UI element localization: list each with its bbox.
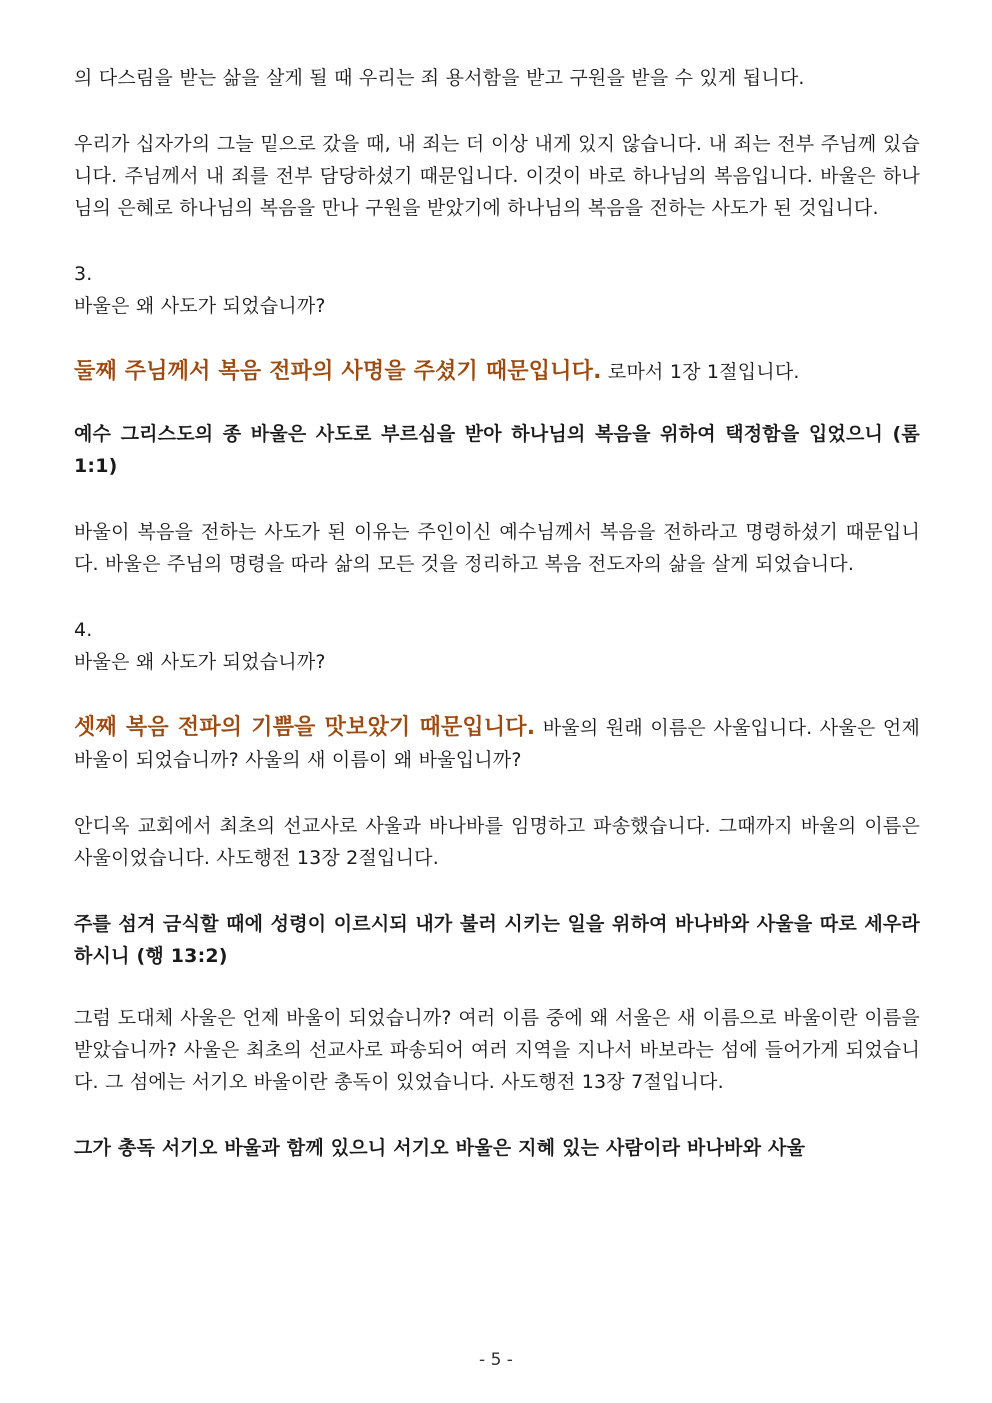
spacer: [74, 1098, 920, 1132]
scripture-acts-13-7: 그가 총독 서기오 바울과 함께 있으니 서기오 바울은 지혜 있는 사람이라 바나바와 사울: [74, 1137, 806, 1159]
paragraph-intro-continuation: 의 다스림을 받는 삶을 살게 될 때 우리는 죄 용서함을 받고 구원을 받을 수 있게 됩니다.: [74, 67, 805, 89]
scripture-acts-13-2: 주를 섬겨 금식할 때에 성령이 이르시되 내가 불러 시키는 일을 위하여 바나바와 사울을 따로 세우라 하시니 (행 13:2): [74, 913, 920, 967]
section-question-4: 바울은 왜 사도가 되었습니까?: [74, 651, 326, 673]
spacer: [74, 678, 920, 712]
section-question-3: 바울은 왜 사도가 되었습니까?: [74, 295, 326, 317]
paragraph-gospel: 우리가 십자가의 그늘 밑으로 갔을 때, 내 죄는 더 이상 내게 있지 않습니다. 내 죄는 전부 주님께 있습니다. 주님께서 내 죄를 전부 담당하셨기 때문입니다. 이것이 바로 하나님의 복음입니다. 바울은 하나님의 은혜로 하나님의 복음을 만나 구원을 받았기에 하나님의 복음을 전하는 사도가 된 것입니다.: [74, 133, 920, 219]
document-body: [74, 62, 920, 1164]
heading-rest-saul-name: 바울의 원래 이름은 사울입니다. 사울은 언제 바울이 되었습니까? 사울의 새 이름이 왜 바울입니까?: [74, 717, 920, 771]
heading-accent-third: 셋째 복음 전파의 기쁨을 맛보았기 때문입니다.: [74, 715, 536, 740]
section-number-3: 3.: [74, 263, 93, 285]
section-number-4: 4.: [74, 619, 93, 641]
spacer: [74, 322, 920, 356]
section-heading-4: [74, 712, 920, 776]
spacer: [74, 388, 920, 418]
paragraph-command: 바울이 복음을 전하는 사도가 된 이유는 주인이신 예수님께서 복음을 전하라고 명령하셨기 때문입니다. 바울은 주님의 명령을 따라 삶의 모든 것을 정리하고 복음 전도자의 삶을 살게 되었습니다.: [74, 521, 920, 575]
spacer: [74, 776, 920, 810]
heading-reference-romans: 로마서 1장 1절입니다.: [601, 361, 800, 383]
heading-accent-second: 둘째 주님께서 복음 전파의 사명을 주셨기 때문입니다.: [74, 359, 602, 384]
spacer: [74, 94, 920, 128]
spacer: [74, 482, 920, 516]
page-number: - 5 -: [479, 1350, 513, 1370]
scripture-romans-1-1: 예수 그리스도의 종 바울은 사도로 부르심을 받아 하나님의 복음을 위하여 택정함을 입었으니 (롬 1:1): [74, 423, 920, 477]
spacer: [74, 972, 920, 1002]
spacer: [74, 580, 920, 614]
section-heading-3: [74, 356, 920, 388]
paragraph-antioch: 안디옥 교회에서 최초의 선교사로 사울과 바나바를 임명하고 파송했습니다. 그때까지 바울의 이름은 사울이었습니다. 사도행전 13장 2절입니다.: [74, 815, 920, 869]
paragraph-new-name: 그럼 도대체 사울은 언제 바울이 되었습니까? 여러 이름 중에 왜 서울은 새 이름으로 바울이란 이름을 받았습니까? 사울은 최초의 선교사로 파송되어 여러 지역을 지나서 바보라는 섬에 들어가게 되었습니다. 그 섬에는 서기오 바울이란 총독이 있었습니다. 사도행전 13장 7절입니다.: [74, 1007, 920, 1093]
spacer: [74, 874, 920, 908]
spacer: [74, 224, 920, 258]
